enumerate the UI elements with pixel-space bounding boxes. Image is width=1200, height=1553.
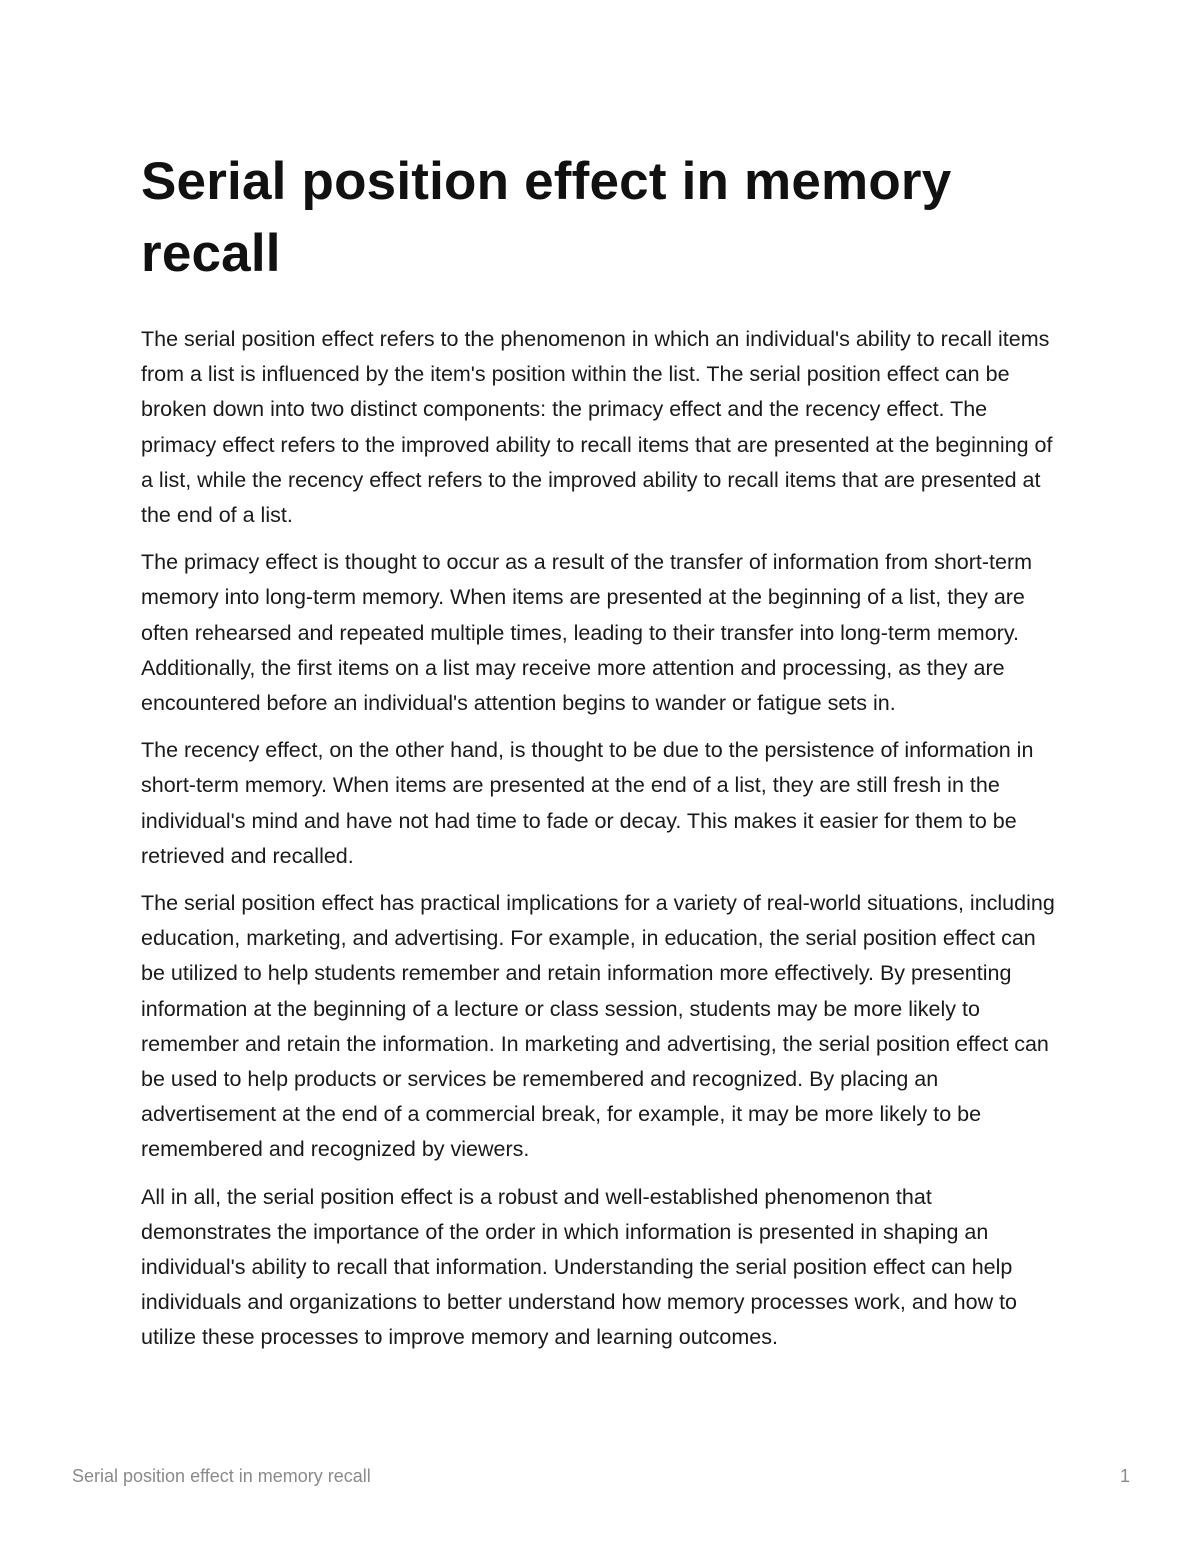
page-number: 1 <box>1119 1466 1130 1486</box>
paragraph-1: The serial position effect refers to the phenomenon in which an individual's ability to recall items from a list is influenced by the item's position within the list. The serial position effect can be broken down into two distinct components: the primacy effect and the recency effect. The primacy effect refers to the improved ability to recall items that are presented at the beginning of a list, while the recency effect refers to the improved ability to recall items that are presented at the end of a list. <box>141 327 1053 528</box>
paragraph-3: The recency effect, on the other hand, is thought to be due to the persistence of information in short-term memory. When items are presented at the end of a list, they are still fresh in the individual's mind and have not had time to fade or decay. This makes it easier for them to be retrieved and recalled. <box>141 738 1034 868</box>
paragraph-4: The serial position effect has practical implications for a variety of real-world situations, including education, marketing, and advertising. For example, in education, the serial position effect can be utilized to help students remember and retain information more effectively. By presenting information at the beginning of a lecture or class session, students may be more likely to remember and retain the information. In marketing and advertising, the serial position effect can be used to help products or services be remembered and recognized. By placing an advertisement at the end of a commercial break, for example, it may be more likely to be remembered and recognized by viewers. <box>141 891 1055 1162</box>
document-body <box>141 146 1063 1368</box>
paragraph-5: All in all, the serial position effect is a robust and well-established phenomenon that demonstrates the importance of the order in which information is presented in shaping an individual's ability to recall that information. Understanding the serial position effect can help individuals and organizations to better understand how memory processes work, and how to utilize these processes to improve memory and learning outcomes. <box>141 1184 1018 1350</box>
footer-title: Serial position effect in memory recall <box>72 1466 371 1486</box>
paragraph-2: The primacy effect is thought to occur as a result of the transfer of information from short-term memory into long-term memory. When items are presented at the beginning of a list, they are often rehearsed and repeated multiple times, leading to their transfer into long-term memory. Additionally, the first items on a list may receive more attention and processing, as they are encountered before an individual's attention begins to wander or fatigue sets in. <box>141 550 1033 716</box>
page-footer <box>72 1466 1130 1487</box>
document-title: Serial position effect in memory recall <box>141 152 952 283</box>
